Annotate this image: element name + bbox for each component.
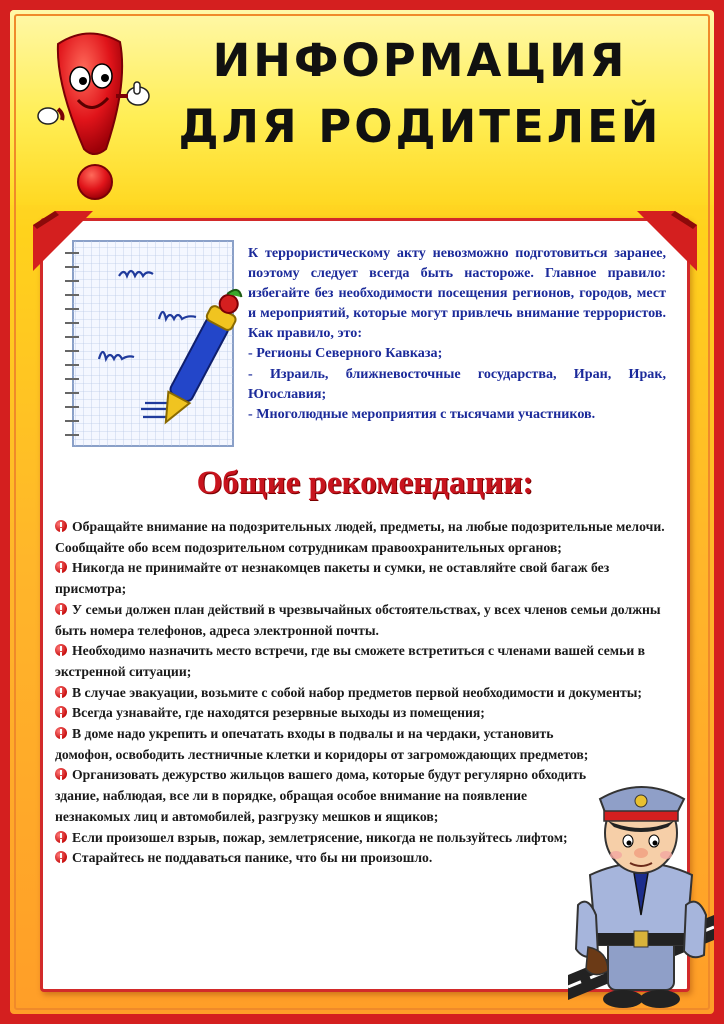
recommendation-item: Если произошел взрыв, пожар, землетрясение, никогда не пользуйтесь лифтом;: [55, 828, 679, 849]
intro-list-item: - Многолюдные мероприятия с тысячами участников.: [248, 405, 596, 422]
recommendations-title: Общие рекомендации:: [196, 465, 534, 501]
notebook-with-pen-icon: [59, 231, 259, 461]
exclamation-bullet-icon: [55, 561, 67, 573]
intro-list-item: - Израиль, ближневосточные государства, Иран, Ирак, Югославия;: [248, 365, 666, 402]
recommendation-item: У семьи должен план действий в чрезвычайных обстоятельствах, у всех членов семьи должны быть номера телефонов, адреса электронной почты.: [55, 601, 661, 638]
exclamation-bullet-icon: [55, 831, 67, 843]
recommendation-item: Никогда не принимайте от незнакомцев пакеты и сумки, не оставляйте свой багаж без присмотра;: [55, 560, 610, 597]
exclamation-bullet-icon: [55, 686, 67, 698]
recommendation-item: Обращайте внимание на подозрительных людей, предметы, на любые подозрительные мелочи. Сообщайте обо всем подозрительном сотрудникам правоохранительных органов;: [55, 519, 665, 555]
recommendation-item: Всегда узнавайте, где находятся резервные выходы из помещения;: [55, 703, 679, 724]
exclamation-bullet-icon: [55, 520, 67, 532]
poster: [10, 10, 714, 1014]
recommendation-item: Организовать дежурство жильцов вашего дома, которые будут регулярно обходить здание, наблюдая, все ли в порядке, обращая особое внимание на появление незнакомых лиц и автомобилей, разгрузку мешков и ящиков;: [55, 767, 587, 824]
title-line-1: ИНФОРМАЦИЯ: [212, 34, 628, 87]
intro-paragraph: К террористическому акту невозможно подготовиться заранее, поэтому следует всегда быть настороже. Главное правило: избегайте без необходимости посещения регионов, городов, мест и мероприятий, которые могут привлечь внимание террористов. Как правило, это:: [248, 245, 666, 342]
exclamation-bullet-icon: [55, 768, 67, 780]
intro-list: [248, 343, 666, 423]
exclamation-bullet-icon: [55, 603, 67, 615]
page-title: [130, 28, 710, 160]
policeman-illustration: [568, 765, 714, 1014]
intro-block: [248, 243, 666, 424]
title-line-2: ДЛЯ РОДИТЕЛЕЙ: [178, 100, 662, 153]
exclamation-bullet-icon: [55, 727, 67, 739]
exclamation-bullet-icon: [55, 851, 67, 863]
exclamation-bullet-icon: [55, 706, 67, 718]
recommendation-item: В доме надо укрепить и опечатать входы в подвалы и на чердаки, установить домофон, освободить лестничные клетки и коридоры от загромождающих предметов;: [55, 726, 589, 762]
recommendation-item: Необходимо назначить место встречи, где вы сможете встретиться с членами вашей семьи в экстренной ситуации;: [55, 643, 646, 679]
exclamation-bullet-icon: [55, 644, 67, 656]
intro-list-item: - Регионы Северного Кавказа;: [248, 345, 443, 362]
recommendation-item: Старайтесь не поддаваться панике, что бы ни произошло.: [55, 848, 679, 869]
recommendation-item: В случае эвакуации, возьмите с собой набор предметов первой необходимости и документы;: [55, 683, 679, 704]
